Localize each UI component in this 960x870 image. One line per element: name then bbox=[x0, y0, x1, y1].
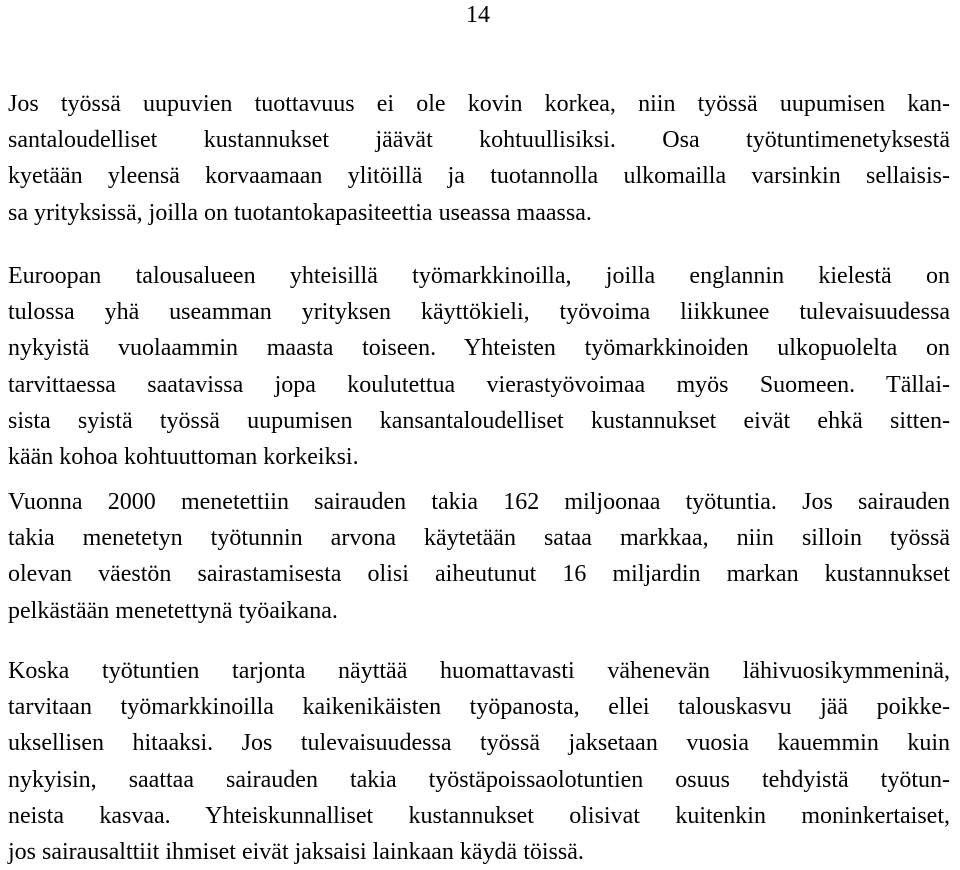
text-line: kään kohoa kohtuuttoman korkeiksi. bbox=[8, 444, 359, 471]
text-line: sista syistä työssä uupumisen kansantaloudelliset kustannukset eivät ehkä sitten- bbox=[8, 407, 950, 434]
text-line: Koska työtuntien tarjonta näyttää huomattavasti vähenevän lähivuosikymmeninä, bbox=[8, 658, 950, 684]
text-line: tulossa yhä useamman yrityksen käyttökieli, työvoima liikkunee tulevaisuudessa bbox=[8, 299, 950, 326]
paragraph-4 bbox=[8, 653, 950, 870]
text-line: tarvitaan työmarkkinoilla kaikenikäisten työpanosta, ellei talouskasvu jää poikke- bbox=[8, 694, 950, 721]
text-line: santaloudelliset kustannukset jäävät kohtuullisiksi. Osa työtuntimenetyksestä bbox=[8, 127, 950, 154]
text-line: Vuonna 2000 menetettiin sairauden takia 162 miljoonaa työtuntia. Jos sairauden bbox=[8, 489, 950, 515]
paragraph-1 bbox=[8, 86, 950, 231]
text-line: Jos työssä uupuvien tuottavuus ei ole kovin korkea, niin työssä uupumisen kan- bbox=[8, 91, 950, 117]
text-line: nykyisin, saattaa sairauden takia työstäpoissaolotuntien osuus tehdyistä työtun- bbox=[8, 766, 950, 793]
text-line: kyetään yleensä korvaamaan ylitöillä ja tuotannolla ulkomailla varsinkin sellaisis- bbox=[8, 163, 950, 190]
text-line: Euroopan talousalueen yhteisillä työmarkkinoilla, joilla englannin kielestä on bbox=[8, 263, 950, 289]
text-line: nykyistä vuolaammin maasta toiseen. Yhteisten työmarkkinoiden ulkopuolelta on bbox=[8, 335, 950, 362]
text-line: sa yrityksissä, joilla on tuotantokapasiteettia useassa maassa. bbox=[8, 199, 592, 226]
text-line: pelkästään menetettynä työaikana. bbox=[8, 597, 338, 624]
text-line: uksellisen hitaaksi. Jos tulevaisuudessa työssä jaksetaan vuosia kauemmin kuin bbox=[8, 730, 950, 757]
text-line: takia menetetyn työtunnin arvona käytetään sataa markkaa, niin silloin työssä bbox=[8, 525, 950, 552]
text-line: neista kasvaa. Yhteiskunnalliset kustannukset olisivat kuitenkin moninkertaiset, bbox=[8, 802, 950, 829]
page-number: 14 bbox=[466, 2, 490, 28]
paragraph-2 bbox=[8, 258, 950, 475]
text-line: tarvittaessa saatavissa jopa koulutettua vierastyövoimaa myös Suomeen. Tällai- bbox=[8, 371, 950, 398]
text-line: olevan väestön sairastamisesta olisi aiheutunut 16 miljardin markan kustannukset bbox=[8, 561, 950, 588]
text-line: jos sairausalttiit ihmiset eivät jaksaisi lainkaan käydä töissä. bbox=[8, 839, 584, 866]
paragraph-3 bbox=[8, 484, 950, 629]
